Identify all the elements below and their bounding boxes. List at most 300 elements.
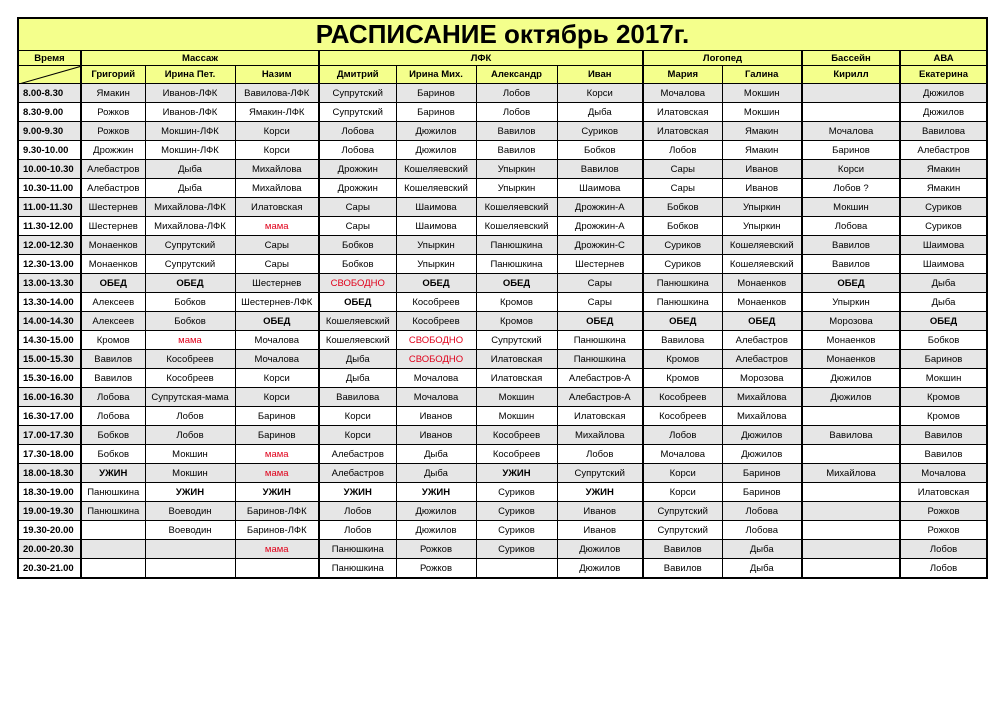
schedule-cell: Рожков	[396, 559, 476, 579]
schedule-cell: Кособреев	[476, 426, 557, 445]
schedule-cell: Ямакин	[722, 141, 802, 160]
schedule-cell: Вавилов	[643, 559, 722, 579]
schedule-cell: Алебастров	[319, 464, 396, 483]
time-slot: 19.00-19.30	[18, 502, 81, 521]
schedule-cell: Вавилов	[476, 122, 557, 141]
schedule-cell: Дюжилов	[396, 521, 476, 540]
schedule-cell: ОБЕД	[396, 274, 476, 293]
schedule-row	[18, 559, 987, 579]
schedule-cell: ОБЕД	[722, 312, 802, 331]
schedule-cell: Кошеляевский	[476, 198, 557, 217]
time-column-header: Время	[18, 51, 81, 66]
schedule-cell: Лобов	[319, 502, 396, 521]
schedule-cell: Дыба	[396, 445, 476, 464]
schedule-row	[18, 502, 987, 521]
staff-header-1: Ирина Пет.	[145, 66, 235, 84]
time-slot: 9.30-10.00	[18, 141, 81, 160]
schedule-cell: ОБЕД	[900, 312, 987, 331]
schedule-cell: Панюшкина	[557, 331, 643, 350]
group-header-pool: Бассейн	[802, 51, 900, 66]
schedule-cell: Алебастров	[722, 350, 802, 369]
schedule-cell: Супрутская-мама	[145, 388, 235, 407]
schedule-cell: Лобова	[802, 217, 900, 236]
schedule-cell: Кромов	[81, 331, 145, 350]
schedule-row	[18, 350, 987, 369]
schedule-cell: Рожков	[81, 122, 145, 141]
schedule-cell: Корси	[235, 388, 319, 407]
schedule-cell: СВОБОДНО	[396, 331, 476, 350]
staff-header-4: Ирина Мих.	[396, 66, 476, 84]
schedule-cell: Дрожжин-А	[557, 217, 643, 236]
schedule-cell: Корси	[643, 483, 722, 502]
schedule-cell: Кособреев	[145, 369, 235, 388]
schedule-cell	[802, 483, 900, 502]
schedule-cell: Сары	[643, 179, 722, 198]
schedule-cell: Дыба	[722, 540, 802, 559]
schedule-cell: Дрожжин	[319, 160, 396, 179]
schedule-cell: Ямакин	[900, 179, 987, 198]
schedule-cell: мама	[235, 217, 319, 236]
schedule-cell: Вавилов	[900, 445, 987, 464]
schedule-row	[18, 217, 987, 236]
schedule-cell: Кособреев	[643, 407, 722, 426]
time-slot: 11.00-11.30	[18, 198, 81, 217]
schedule-cell: Мочалова	[802, 122, 900, 141]
schedule-cell	[145, 559, 235, 579]
schedule-row	[18, 445, 987, 464]
schedule-cell: Бобков	[81, 445, 145, 464]
schedule-cell: Шаимова	[900, 255, 987, 274]
schedule-cell: Вавилов	[643, 540, 722, 559]
time-slot: 11.30-12.00	[18, 217, 81, 236]
schedule-cell: Корси	[319, 407, 396, 426]
schedule-cell: Иванов-ЛФК	[145, 84, 235, 103]
schedule-cell: Упыркин	[396, 236, 476, 255]
schedule-cell: Лобов	[643, 141, 722, 160]
schedule-cell: Панюшкина	[81, 502, 145, 521]
schedule-cell	[81, 559, 145, 579]
schedule-cell: Монаенков	[81, 236, 145, 255]
schedule-cell: Баринов-ЛФК	[235, 521, 319, 540]
schedule-cell: Корси	[235, 141, 319, 160]
schedule-cell: Лобова	[81, 407, 145, 426]
schedule-row	[18, 103, 987, 122]
schedule-cell: Корси	[235, 122, 319, 141]
schedule-row	[18, 426, 987, 445]
schedule-cell: Вавилов	[557, 160, 643, 179]
schedule-cell: Суриков	[557, 122, 643, 141]
schedule-cell: ОБЕД	[476, 274, 557, 293]
schedule-cell: Дюжилов	[557, 559, 643, 579]
schedule-cell: Мокшин	[476, 388, 557, 407]
schedule-cell: Баринов	[396, 103, 476, 122]
time-slot: 16.00-16.30	[18, 388, 81, 407]
schedule-cell: Михайлова	[235, 179, 319, 198]
schedule-cell: Илатовская	[557, 407, 643, 426]
schedule-cell: Монаенков	[722, 274, 802, 293]
time-slot: 12.30-13.00	[18, 255, 81, 274]
schedule-cell: Дюжилов	[396, 502, 476, 521]
schedule-cell: Сары	[235, 255, 319, 274]
schedule-cell	[802, 540, 900, 559]
schedule-cell: Рожков	[396, 540, 476, 559]
time-slot: 15.00-15.30	[18, 350, 81, 369]
schedule-cell: Иванов	[396, 407, 476, 426]
schedule-row	[18, 369, 987, 388]
staff-header-6: Иван	[557, 66, 643, 84]
time-slot: 18.00-18.30	[18, 464, 81, 483]
schedule-cell: Дрожжин-С	[557, 236, 643, 255]
schedule-row	[18, 483, 987, 502]
schedule-sheet	[17, 17, 986, 579]
schedule-cell: Супрутский	[145, 255, 235, 274]
schedule-cell: Бобков	[145, 312, 235, 331]
schedule-cell: Лобов	[145, 426, 235, 445]
schedule-cell: Супрутский	[319, 84, 396, 103]
schedule-cell: Суриков	[900, 217, 987, 236]
schedule-cell: Лобов	[145, 407, 235, 426]
schedule-cell: Дыба	[396, 464, 476, 483]
schedule-cell: Иванов	[722, 160, 802, 179]
schedule-cell: Морозова	[722, 369, 802, 388]
schedule-cell: Илатовская	[476, 350, 557, 369]
schedule-cell: Супрутский	[557, 464, 643, 483]
schedule-cell: Лобов	[900, 540, 987, 559]
schedule-cell: Иванов	[557, 502, 643, 521]
schedule-cell	[235, 559, 319, 579]
schedule-cell: Вавилова	[319, 388, 396, 407]
schedule-cell: Вавилов	[81, 350, 145, 369]
schedule-cell: Лобов	[476, 103, 557, 122]
schedule-cell: Бобков	[319, 236, 396, 255]
schedule-cell: Мокшин	[900, 369, 987, 388]
schedule-cell: УЖИН	[476, 464, 557, 483]
schedule-cell: Шаимова	[396, 198, 476, 217]
schedule-cell: Михайлова-ЛФК	[145, 217, 235, 236]
schedule-cell: Шестернев	[81, 217, 145, 236]
schedule-table	[17, 17, 988, 579]
schedule-cell: Панюшкина	[643, 293, 722, 312]
schedule-cell: Панюшкина	[557, 350, 643, 369]
schedule-cell: Кромов	[643, 369, 722, 388]
schedule-cell: Баринов	[722, 464, 802, 483]
time-slot: 20.00-20.30	[18, 540, 81, 559]
schedule-cell: Рожков	[900, 502, 987, 521]
schedule-cell: Лобова	[319, 141, 396, 160]
schedule-cell: Сары	[557, 274, 643, 293]
group-header-aba: АВА	[900, 51, 987, 66]
schedule-cell: Шестернев	[235, 274, 319, 293]
schedule-cell: Иванов	[722, 179, 802, 198]
schedule-cell: Алебастров	[81, 160, 145, 179]
schedule-cell: Вавилов	[802, 236, 900, 255]
schedule-cell: Дрожжин-А	[557, 198, 643, 217]
schedule-cell: Кошеляевский	[319, 312, 396, 331]
schedule-cell: Бобков	[557, 141, 643, 160]
schedule-cell: Мокшин-ЛФК	[145, 141, 235, 160]
schedule-cell: Мокшин	[145, 445, 235, 464]
schedule-cell: Сары	[643, 160, 722, 179]
schedule-cell: Упыркин	[802, 293, 900, 312]
schedule-cell: Лобова	[81, 388, 145, 407]
schedule-cell	[802, 445, 900, 464]
schedule-cell: Рожков	[900, 521, 987, 540]
schedule-cell: Баринов	[235, 407, 319, 426]
schedule-cell: УЖИН	[319, 483, 396, 502]
staff-header-3: Дмитрий	[319, 66, 396, 84]
schedule-row	[18, 198, 987, 217]
schedule-cell: Мочалова	[900, 464, 987, 483]
schedule-cell	[476, 559, 557, 579]
schedule-cell: Баринов	[235, 426, 319, 445]
schedule-cell: Упыркин	[396, 255, 476, 274]
group-header-lfk: ЛФК	[319, 51, 643, 66]
schedule-cell: Бобков	[643, 198, 722, 217]
schedule-cell: Монаенков	[802, 331, 900, 350]
schedule-cell: Кособреев	[145, 350, 235, 369]
time-slot: 20.30-21.00	[18, 559, 81, 579]
schedule-row	[18, 141, 987, 160]
schedule-cell: Михайлова	[802, 464, 900, 483]
schedule-cell: Панюшкина	[81, 483, 145, 502]
schedule-row	[18, 293, 987, 312]
schedule-cell: мама	[145, 331, 235, 350]
time-slot: 19.30-20.00	[18, 521, 81, 540]
time-slot: 17.30-18.00	[18, 445, 81, 464]
schedule-cell: Супрутский	[319, 103, 396, 122]
schedule-cell: ОБЕД	[235, 312, 319, 331]
schedule-cell: Лобов ?	[802, 179, 900, 198]
staff-header-0: Григорий	[81, 66, 145, 84]
schedule-cell: Мочалова	[235, 350, 319, 369]
schedule-cell: Лобов	[643, 426, 722, 445]
schedule-cell: Лобов	[319, 521, 396, 540]
schedule-cell	[145, 540, 235, 559]
schedule-cell: Супрутский	[643, 521, 722, 540]
schedule-cell: Кособреев	[396, 293, 476, 312]
schedule-cell: Мокшин	[145, 464, 235, 483]
schedule-cell: Лобов	[476, 84, 557, 103]
schedule-cell: Вавилова	[643, 331, 722, 350]
schedule-cell: Дюжилов	[557, 540, 643, 559]
staff-header-2: Назим	[235, 66, 319, 84]
schedule-cell	[802, 521, 900, 540]
schedule-cell: Мочалова	[643, 84, 722, 103]
schedule-cell: Лобов	[900, 559, 987, 579]
schedule-cell: Вавилов	[900, 426, 987, 445]
schedule-cell: Супрутский	[476, 331, 557, 350]
staff-header-8: Галина	[722, 66, 802, 84]
schedule-cell	[802, 103, 900, 122]
schedule-cell: УЖИН	[396, 483, 476, 502]
schedule-cell: Кособреев	[643, 388, 722, 407]
schedule-cell: Ямакин-ЛФК	[235, 103, 319, 122]
schedule-cell: ОБЕД	[81, 274, 145, 293]
staff-header-5: Александр	[476, 66, 557, 84]
schedule-cell: Упыркин	[722, 217, 802, 236]
schedule-cell: Ямакин	[81, 84, 145, 103]
schedule-cell: Дюжилов	[722, 445, 802, 464]
schedule-cell: Баринов	[802, 141, 900, 160]
group-header-massage: Массаж	[81, 51, 319, 66]
schedule-cell: Воеводин	[145, 502, 235, 521]
schedule-cell: Кошеляевский	[476, 217, 557, 236]
schedule-cell: Илатовская	[900, 483, 987, 502]
schedule-cell: Кромов	[643, 350, 722, 369]
schedule-cell: Кромов	[476, 312, 557, 331]
schedule-cell: Мокшин	[802, 198, 900, 217]
schedule-cell: Сары	[319, 198, 396, 217]
schedule-row	[18, 331, 987, 350]
schedule-cell: Корси	[557, 84, 643, 103]
time-slot: 10.00-10.30	[18, 160, 81, 179]
schedule-cell: Баринов-ЛФК	[235, 502, 319, 521]
schedule-cell: УЖИН	[145, 483, 235, 502]
time-slot: 10.30-11.00	[18, 179, 81, 198]
schedule-cell: Дыба	[900, 293, 987, 312]
schedule-cell: Вавилов	[802, 255, 900, 274]
schedule-cell: Сары	[235, 236, 319, 255]
schedule-cell: ОБЕД	[145, 274, 235, 293]
schedule-cell: Мокшин	[722, 84, 802, 103]
schedule-row	[18, 236, 987, 255]
schedule-cell: мама	[235, 445, 319, 464]
schedule-cell: Баринов	[900, 350, 987, 369]
schedule-cell: Мочалова	[396, 388, 476, 407]
schedule-cell: Дрожжин	[319, 179, 396, 198]
schedule-cell: Суриков	[643, 255, 722, 274]
schedule-cell: ОБЕД	[802, 274, 900, 293]
staff-header-10: Екатерина	[900, 66, 987, 84]
schedule-cell: Вавилов	[476, 141, 557, 160]
schedule-cell: Шаимова	[900, 236, 987, 255]
schedule-cell: Вавилова	[802, 426, 900, 445]
schedule-cell: Кошеляевский	[722, 236, 802, 255]
schedule-cell: Шестернев	[81, 198, 145, 217]
schedule-cell: Илатовская	[643, 122, 722, 141]
schedule-cell: Бобков	[145, 293, 235, 312]
schedule-cell: Дыба	[722, 559, 802, 579]
schedule-cell: Суриков	[900, 198, 987, 217]
schedule-cell: Дюжилов	[900, 84, 987, 103]
schedule-cell: Панюшкина	[319, 540, 396, 559]
schedule-row	[18, 521, 987, 540]
schedule-cell: Шаимова	[557, 179, 643, 198]
schedule-cell	[802, 559, 900, 579]
schedule-cell: Дыба	[145, 160, 235, 179]
schedule-cell: Суриков	[476, 502, 557, 521]
schedule-cell: Корси	[643, 464, 722, 483]
schedule-cell: Корси	[802, 160, 900, 179]
schedule-cell: Иванов-ЛФК	[145, 103, 235, 122]
schedule-cell: Баринов	[396, 84, 476, 103]
schedule-cell: Алексеев	[81, 293, 145, 312]
schedule-cell: Лобов	[557, 445, 643, 464]
schedule-cell: Дыба	[319, 350, 396, 369]
time-slot: 16.30-17.00	[18, 407, 81, 426]
schedule-cell: Суриков	[476, 521, 557, 540]
schedule-cell: Ямакин	[722, 122, 802, 141]
schedule-cell: Бобков	[319, 255, 396, 274]
schedule-row	[18, 122, 987, 141]
schedule-cell: Михайлова	[722, 407, 802, 426]
schedule-cell: Сары	[557, 293, 643, 312]
schedule-cell: Суриков	[476, 483, 557, 502]
schedule-cell	[81, 540, 145, 559]
staff-header-9: Кирилл	[802, 66, 900, 84]
schedule-cell: Кособреев	[396, 312, 476, 331]
schedule-cell: Лобова	[722, 502, 802, 521]
time-slot: 12.00-12.30	[18, 236, 81, 255]
schedule-cell: Дюжилов	[396, 141, 476, 160]
schedule-cell	[802, 502, 900, 521]
schedule-row	[18, 274, 987, 293]
schedule-cell: Упыркин	[722, 198, 802, 217]
time-slot: 14.30-15.00	[18, 331, 81, 350]
schedule-cell: Вавилов	[81, 369, 145, 388]
schedule-cell: Мокшин-ЛФК	[145, 122, 235, 141]
schedule-cell: мама	[235, 464, 319, 483]
staff-header-7: Мария	[643, 66, 722, 84]
schedule-cell: Илатовская	[476, 369, 557, 388]
schedule-cell: Мочалова	[235, 331, 319, 350]
schedule-cell: Дрожжин	[81, 141, 145, 160]
schedule-cell: Михайлова	[722, 388, 802, 407]
schedule-cell: Суриков	[476, 540, 557, 559]
schedule-cell: ОБЕД	[643, 312, 722, 331]
schedule-cell: Супрутский	[643, 502, 722, 521]
schedule-cell: ОБЕД	[319, 293, 396, 312]
schedule-cell: Монаенков	[802, 350, 900, 369]
schedule-cell: Суриков	[643, 236, 722, 255]
diagonal-line	[19, 66, 81, 84]
schedule-cell: Дюжилов	[802, 369, 900, 388]
time-slot: 8.30-9.00	[18, 103, 81, 122]
schedule-cell: СВОБОДНО	[319, 274, 396, 293]
time-slot: 18.30-19.00	[18, 483, 81, 502]
time-slot: 14.00-14.30	[18, 312, 81, 331]
schedule-cell: Алебастров	[319, 445, 396, 464]
schedule-cell: Мочалова	[643, 445, 722, 464]
schedule-cell: Кромов	[900, 407, 987, 426]
schedule-cell: Михайлова	[557, 426, 643, 445]
time-slot: 8.00-8.30	[18, 84, 81, 103]
schedule-cell: СВОБОДНО	[396, 350, 476, 369]
schedule-cell: Мочалова	[396, 369, 476, 388]
schedule-cell: Дюжилов	[722, 426, 802, 445]
schedule-cell: Воеводин	[145, 521, 235, 540]
schedule-cell: Алексеев	[81, 312, 145, 331]
schedule-cell: Кособреев	[476, 445, 557, 464]
schedule-cell: Иванов	[396, 426, 476, 445]
group-header-speech: Логопед	[643, 51, 802, 66]
schedule-cell: Алебастров	[722, 331, 802, 350]
time-slot: 13.30-14.00	[18, 293, 81, 312]
time-slot: 15.30-16.00	[18, 369, 81, 388]
schedule-cell: Вавилова-ЛФК	[235, 84, 319, 103]
schedule-cell: Михайлова	[235, 160, 319, 179]
schedule-row	[18, 388, 987, 407]
schedule-row	[18, 84, 987, 103]
schedule-cell: Корси	[319, 426, 396, 445]
time-slot: 13.00-13.30	[18, 274, 81, 293]
schedule-cell: Алебастров-А	[557, 388, 643, 407]
schedule-cell: Вавилова	[900, 122, 987, 141]
schedule-cell: Шестернев-ЛФК	[235, 293, 319, 312]
schedule-cell: Монаенков	[81, 255, 145, 274]
schedule-cell: Алебастров	[900, 141, 987, 160]
schedule-cell: Дюжилов	[396, 122, 476, 141]
